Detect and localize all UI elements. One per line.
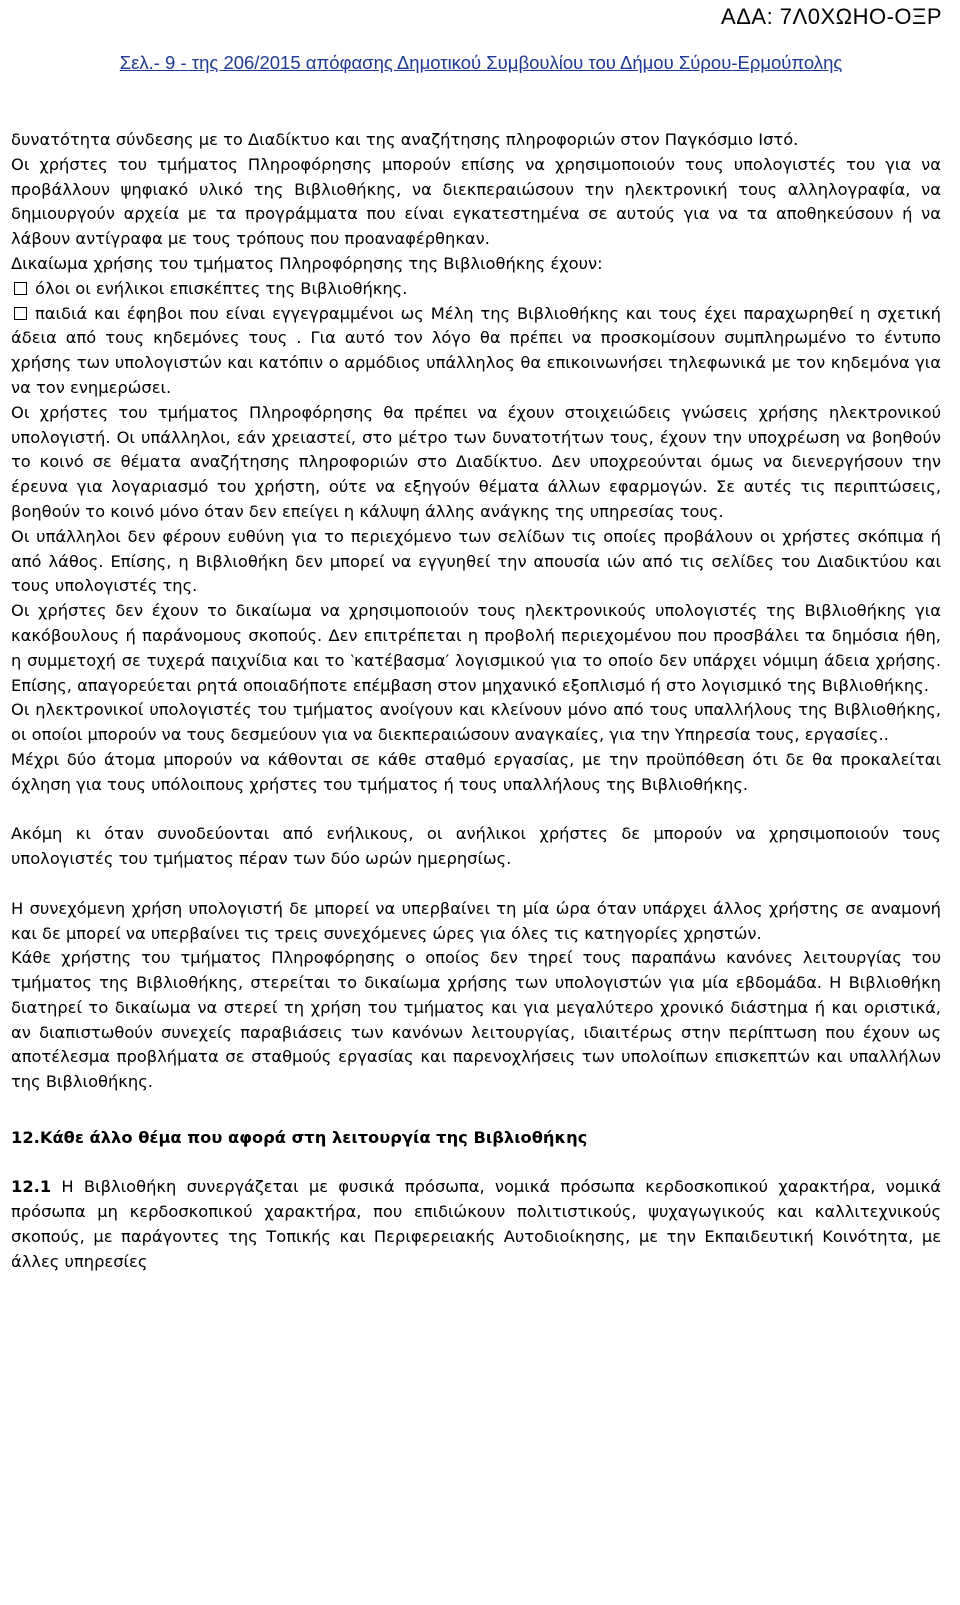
page-subtitle: Σελ.- 9 - της 206/2015 απόφασης Δημοτικού Συμβουλίου του Δήμου Σύρου-Ερμούπολης [119,52,843,73]
paragraph: Η συνεχόμενη χρήση υπολογιστή δε μπορεί να υπερβαίνει τη μία ώρα όταν υπάρχει άλλος χρήστης σε αναμονή και δε μπορεί να υπερβαίνει τις τρεις συνεχόμενες ώρες για όλες τις κατηγορίες χρηστών. [11,898,941,943]
section-number: 12.1 [11,1177,52,1197]
ada-code: ΑΔΑ: 7Λ0ΧΩΗΟ-ΟΞΡ [721,4,942,29]
spacer [11,872,941,897]
paragraph [11,1175,941,1274]
section-heading: 12.Κάθε άλλο θέμα που αφορά στη λειτουργία της Βιβλιοθήκης [11,1127,588,1147]
checkbox-bullet-icon [14,282,27,295]
spacer [11,1151,941,1176]
paragraph-text: Η Βιβλιοθήκη συνεργάζεται με φυσικά πρόσωπα, νομικά πρόσωπα κερδοσκοπικού χαρακτήρα, νομικά πρόσωπα μη κερδοσκοπικού χαρακτήρα, που επιδιώκουν πολιτιστικούς, ψυχαγωγικούς και καλλιτεχνικούς σκοπούς, με παράγοντες της Τοπικής και Περιφερειακής Αυτοδιοίκησης, με την Εκπαιδευτική Κοινότητα, με άλλες υπηρεσίες [11,1177,941,1271]
spacer [11,1095,941,1120]
spacer [11,798,941,823]
bullet-item [11,277,941,302]
document-body [11,128,941,1275]
paragraph: Οι χρήστες του τμήματος Πληροφόρησης θα πρέπει να έχουν στοιχειώδεις γνώσεις χρήσης ηλεκτρονικού υπολογιστή. Οι υπάλληλοι, εάν χρειαστεί, στο μέτρο των δυνατοτήτων τους, έχουν την υποχρέωση να βοηθούν το κοινό σε θέματα αναζήτησης πληροφοριών στο Διαδίκτυο. Δεν υποχρεούνται όμως να διενεργήσουν την έρευνα για λογαριασμό του χρήστη, ούτε να εξηγούν θέματα άλλων εφαρμογών. Σε αυτές τις περιπτώσεις, βοηθούν το κοινό μόνο όταν δεν επείγει η κάλυψη άλλης ανάγκης της υπηρεσίας τους. [11,402,941,521]
bullet-text: όλοι οι ενήλικοι επισκέπτες της Βιβλιοθήκης. [35,278,408,298]
bullet-item [11,302,941,401]
paragraph: Οι χρήστες του τμήματος Πληροφόρησης μπορούν επίσης να χρησιμοποιούν τους υπολογιστές του για να προβάλλουν ψηφιακό υλικό της Βιβλιοθήκης, να διεκπεραιώσουν την ηλεκτρονική τους αλληλογραφία, να δημιουργούν αρχεία με τα προγράμματα που είναι εγκατεστημένα σε αυτούς για να τα αποθηκεύσουν ή να λάβουν αντίγραφα με τους τρόπους που προαναφέρθηκαν. [11,154,941,249]
paragraph: Κάθε χρήστης του τμήματος Πληροφόρησης ο οποίος δεν τηρεί τους παραπάνω κανόνες λειτουργίας του τμήματος της Βιβλιοθήκης, στερείται το δικαίωμα χρήσης των υπολογιστών για μία εβδομάδα. Η Βιβλιοθήκη διατηρεί το δικαίωμα να στερεί τη χρήση του τμήματος και για μεγαλύτερο χρονικό διάστημα ή και οριστικά, αν διαπιστωθούν συνεχείς παραβιάσεις των κανόνων λειτουργίας, ιδιαιτέρως στην περίπτωση που έχουν ως αποτέλεσμα προβλήματα σε σταθμούς εργασίας και παρενοχλήσεις των υπολοίπων επισκεπτών και υπαλλήλων της Βιβλιοθήκης. [11,948,941,1092]
bullet-text: παιδιά και έφηβοι που είναι εγγεγραμμένοι ως Μέλη της Βιβλιοθήκης και τους έχει παραχωρηθεί η σχετική άδεια από τους κηδεμόνες τους . Για αυτό τον λόγο θα πρέπει να προσκομίσουν συμπληρωμένο το έντυπο χρήσης των υπολογιστών και κατόπιν ο αρμόδιος υπάλληλος θα επικοινωνήσει τηλεφωνικά με τον κηδεμόνα για να τον ενημερώσει. [11,303,941,397]
paragraph: δυνατότητα σύνδεσης με το Διαδίκτυο και της αναζήτησης πληροφοριών στον Παγκόσμιο Ιστό. [11,130,799,149]
checkbox-bullet-icon [14,307,27,320]
paragraph: Οι χρήστες δεν έχουν το δικαίωμα να χρησιμοποιούν τους ηλεκτρονικούς υπολογιστές της Βιβλιοθήκης για κακόβουλους ή παράνομους σκοπούς. Δεν επιτρέπεται η προβολή περιεχομένου που προσβάλει τα δημόσια ήθη, η συμμετοχή σε τυχερά παιχνίδια και το ‵κατέβασμα′ λογισμικού για το οποίο δεν υπάρχει νόμιμη άδεια χρήσης. Επίσης, απαγορεύεται ρητά οποιαδήποτε επέμβαση στον μηχανικό εξοπλισμό ή στο λογισμικό της Βιβλιοθήκης. [11,601,941,695]
paragraph: Οι υπάλληλοι δεν φέρουν ευθύνη για το περιεχόμενο των σελίδων τις οποίες προβάλουν οι χρήστες σκόπιμα ή από λάθος. Επίσης, η Βιβλιοθήκη δεν μπορεί να εγγυηθεί την απουσία ιών από τις σελίδες του Διαδικτύου και τους υπολογιστές της. [11,526,941,596]
paragraph: Δικαίωμα χρήσης του τμήματος Πληροφόρησης της Βιβλιοθήκης έχουν: [11,253,603,273]
paragraph: Οι ηλεκτρονικοί υπολογιστές του τμήματος ανοίγουν και κλείνουν μόνο από τους υπαλλήλους της Βιβλιοθήκης, οι οποίοι μπορούν να τους δεσμεύουν για να διεκπεραιώσουν αναγκαίες, για την Υπηρεσία τους, εργασίες.. [11,700,941,745]
paragraph: Μέχρι δύο άτομα μπορούν να κάθονται σε κάθε σταθμό εργασίας, με την προϋπόθεση ότι δε θα προκαλείται όχληση για τους υπόλοιπους χρήστες του τμήματος ή τους υπαλλήλους της Βιβλιοθήκης. [11,749,941,794]
paragraph: Ακόμη κι όταν συνοδεύονται από ενήλικους, οι ανήλικοι χρήστες δε μπορούν να χρησιμοποιούν τους υπολογιστές του τμήματος πέραν των δύο ωρών ημερησίως. [11,824,941,869]
